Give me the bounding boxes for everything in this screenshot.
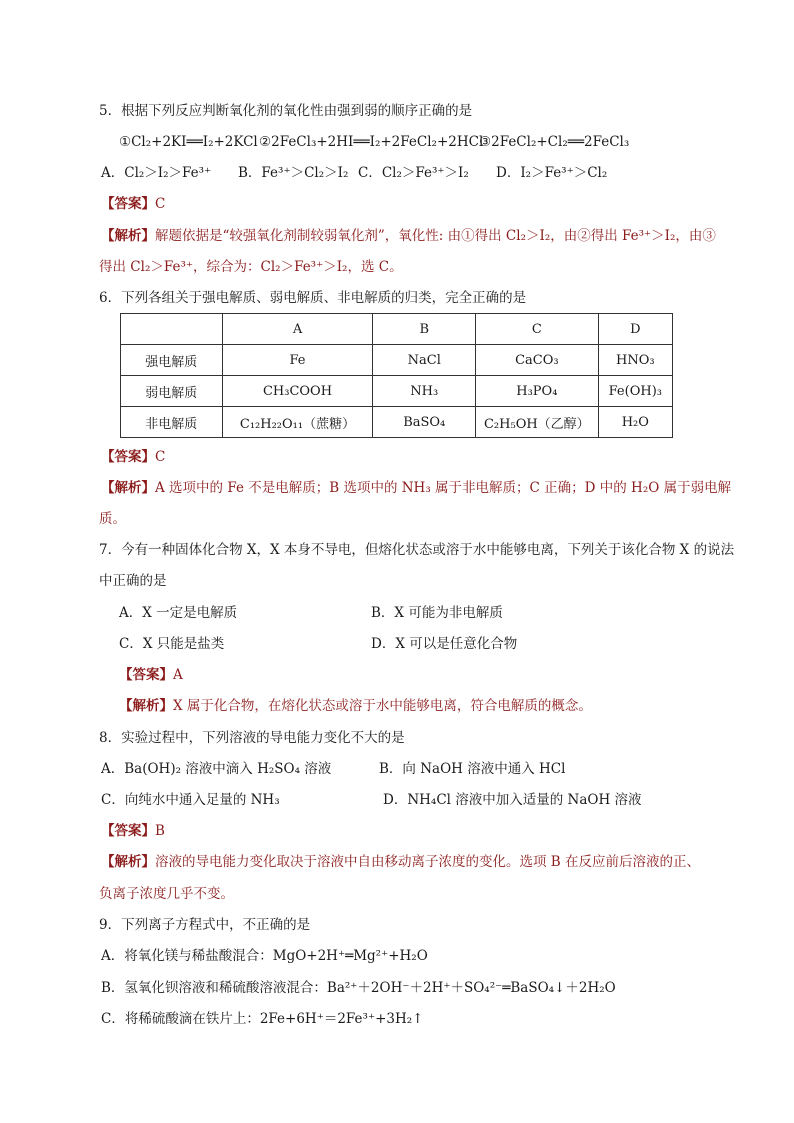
- table-header-cell: A: [222, 314, 373, 345]
- analysis-tag: 【解析】: [119, 698, 173, 714]
- q7-option-b: B．X 可能为非电解质: [371, 605, 503, 621]
- table-cell: Fe: [222, 345, 373, 376]
- table-header-row: [121, 314, 673, 345]
- q5-option-b: B．Fe³⁺＞Cl₂＞I₂: [238, 165, 349, 181]
- table-cell: C₁₂H₂₂O₁₁（蔗糖）: [222, 407, 373, 438]
- q7-stem-line-1: 7．今有一种固体化合物 X，X 本身不导电，但熔化状态或溶于水中能够电离，下列关于该化合物 X 的说法: [99, 542, 735, 558]
- q7-option-c: C．X 只能是盐类: [119, 636, 225, 652]
- table-cell: CH₃COOH: [222, 376, 373, 407]
- q9-option-b: B．氢氧化钡溶液和稀硫酸溶液混合：Ba²⁺＋2OH⁻＋2H⁺＋SO₄²⁻═BaSO₄↓＋2H₂O: [101, 980, 616, 996]
- table-row: [121, 345, 673, 376]
- q6-analysis-line-2: 质。: [99, 511, 126, 527]
- q8-stem: 8．实验过程中，下列溶液的导电能力变化不大的是: [99, 730, 405, 746]
- analysis-text: 解题依据是“较强氧化剂制较弱氧化剂”，氧化性: 由①得出 Cl₂＞I₂，由②得出 Fe³⁺＞I₂，由③: [155, 228, 716, 244]
- analysis-tag: 【解析】: [101, 480, 155, 496]
- q8-option-d: D．NH₄Cl 溶液中加入适量的 NaOH 溶液: [383, 792, 642, 808]
- q7-option-a: A．X 一定是电解质: [119, 605, 238, 621]
- q7-answer: [119, 666, 183, 684]
- q5-stem: 5．根据下列反应判断氧化剂的氧化性由强到弱的顺序正确的是: [99, 103, 473, 119]
- answer-tag: 【答案】: [101, 449, 155, 465]
- table-cell: Fe(OH)₃: [598, 376, 672, 407]
- q8-analysis-line-1: [101, 853, 700, 871]
- table-row: [121, 376, 673, 407]
- q8-answer: [101, 822, 165, 840]
- table-row: [121, 407, 673, 438]
- table-cell: NH₃: [373, 376, 476, 407]
- answer-tag: 【答案】: [101, 823, 155, 839]
- answer-value: B: [155, 823, 165, 839]
- table-cell: 弱电解质: [121, 376, 223, 407]
- q8-analysis-line-2: 负离子浓度几乎不变。: [99, 886, 234, 902]
- q5-reaction-2: ②2FeCl₃+2HI══I₂+2FeCl₂+2HCl: [259, 134, 484, 150]
- table-cell: H₂O: [598, 407, 672, 438]
- analysis-text: 溶液的导电能力变化取决于溶液中自由移动离子浓度的变化。选项 B 在反应前后溶液的正、: [155, 854, 701, 870]
- q9-option-a: A．将氧化镁与稀盐酸混合：MgO+2H⁺═Mg²⁺+H₂O: [101, 948, 428, 964]
- analysis-tag: 【解析】: [101, 854, 155, 870]
- analysis-text: X 属于化合物，在熔化状态或溶于水中能够电离，符合电解质的概念。: [173, 698, 592, 714]
- electrolyte-table: [120, 313, 673, 438]
- q6-analysis-line-1: [101, 479, 731, 497]
- q7-analysis-line-1: [119, 697, 592, 715]
- q5-reaction-1: ①Cl₂+2KI══I₂+2KCl: [119, 134, 258, 150]
- table-header-cell: C: [476, 314, 599, 345]
- table-cell: 强电解质: [121, 345, 223, 376]
- table-cell: 非电解质: [121, 407, 223, 438]
- q8-option-c: C．向纯水中通入足量的 NH₃: [101, 792, 280, 808]
- q5-analysis-line-2: 得出 Cl₂＞Fe³⁺，综合为：Cl₂＞Fe³⁺＞I₂，选 C。: [99, 259, 403, 275]
- answer-value: A: [173, 667, 183, 683]
- q5-option-c: C．Cl₂＞Fe³⁺＞I₂: [358, 165, 469, 181]
- q5-reaction-3: ③2FeCl₂+Cl₂══2FeCl₃: [479, 134, 630, 150]
- q9-stem: 9．下列离子方程式中，不正确的是: [99, 917, 311, 933]
- answer-tag: 【答案】: [101, 196, 155, 212]
- answer-value: C: [155, 196, 166, 212]
- q5-option-a: A．Cl₂＞I₂＞Fe³⁺: [101, 165, 212, 181]
- table-cell: HNO₃: [598, 345, 672, 376]
- table-header-cell: B: [373, 314, 476, 345]
- analysis-tag: 【解析】: [101, 228, 155, 244]
- q8-option-a: A．Ba(OH)₂ 溶液中滴入 H₂SO₄ 溶液: [101, 761, 332, 777]
- q7-stem-line-2: 中正确的是: [99, 573, 167, 589]
- q6-stem: 6．下列各组关于强电解质、弱电解质、非电解质的归类，完全正确的是: [99, 290, 527, 306]
- q7-option-d: D．X 可以是任意化合物: [371, 636, 518, 652]
- table-header-cell: D: [598, 314, 672, 345]
- answer-tag: 【答案】: [119, 667, 173, 683]
- table-cell: CaCO₃: [476, 345, 599, 376]
- table-header-cell: [121, 314, 223, 345]
- q5-answer: [101, 195, 165, 213]
- analysis-text: A 选项中的 Fe 不是电解质；B 选项中的 NH₃ 属于非电解质；C 正确；D 中的 H₂O 属于弱电解: [155, 480, 732, 496]
- table-cell: BaSO₄: [373, 407, 476, 438]
- q8-option-b: B．向 NaOH 溶液中通入 HCl: [379, 761, 566, 777]
- table-cell: H₃PO₄: [476, 376, 599, 407]
- q6-answer: [101, 448, 165, 466]
- q9-option-c: C．将稀硫酸滴在铁片上：2Fe+6H⁺＝2Fe³⁺+3H₂↑: [101, 1011, 424, 1027]
- table-cell: NaCl: [373, 345, 476, 376]
- answer-value: C: [155, 449, 166, 465]
- table-cell: C₂H₅OH（乙醇）: [476, 407, 599, 438]
- q5-option-d: D．I₂＞Fe³⁺＞Cl₂: [496, 165, 608, 181]
- q5-analysis-line-1: [101, 227, 716, 245]
